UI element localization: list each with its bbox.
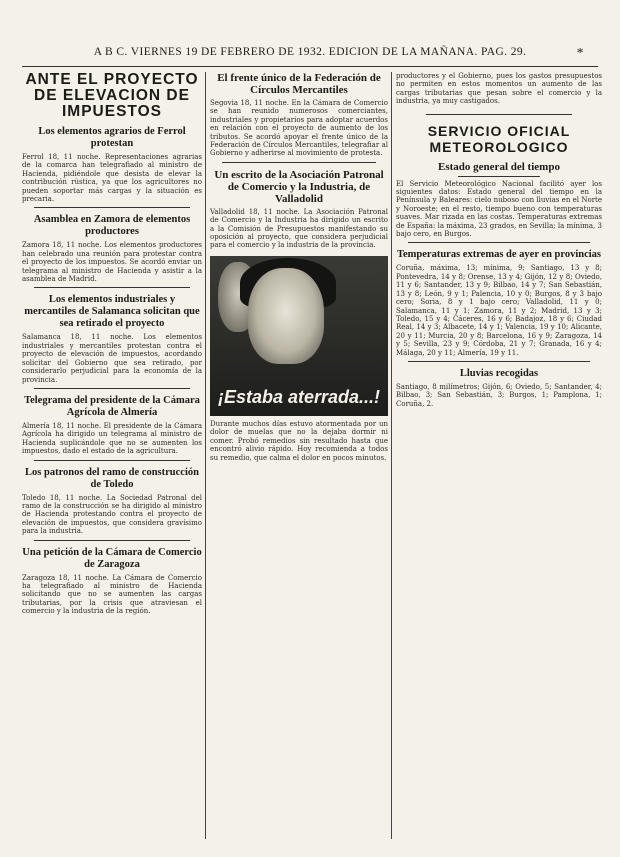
- section-headline: SERVICIO OFICIAL METEOROLOGICO: [427, 122, 571, 155]
- page-header: [22, 46, 598, 67]
- divider: [426, 114, 572, 115]
- article-body: Segovia 18, 11 noche. En la Cámara de Comercio se han reunido numerosos comerciantes, industriales y propietarios para adoptar acuerdos en relación con el proyecto de aumento de los tributos. Se acordó apoyar el frente único de la Federación de Círculos Mercantiles, telegrafiar al Gobierno y adherirse al movimiento de protesta.: [210, 99, 388, 158]
- article-body: Almería 18, 11 noche. El presidente de la Cámara Agrícola ha dirigido un telegrama al ministro de Hacienda suplicándole que no se aumenten los impuestos, dado el estado de la agricultura.: [22, 421, 202, 456]
- rain-title: Lluvias recogidas: [459, 367, 539, 379]
- article-title: Telegrama del presidente de la Cámara Agrícola de Almería: [24, 394, 200, 418]
- divider: [222, 162, 376, 163]
- ad-figure-face: [248, 268, 324, 364]
- article-body: Salamanca 18, 11 noche. Los elementos industriales y mercantiles protestan contra el proyecto de elevación de impuestos, acordando solicitar del Gobierno que sea retirado, por considerarlo perjudicial para la economía de la provincia.: [22, 333, 202, 384]
- main-headline: ANTE EL PROYECTO DE ELEVACION DE IMPUESTOS: [25, 72, 199, 120]
- header-line: A B C. VIERNES 19 DE FEBRERO DE 1932. EDICION DE LA MAÑANA. PAG. 29.: [93, 46, 527, 58]
- divider: [34, 540, 190, 541]
- divider: [34, 287, 190, 288]
- article-title: Una petición de la Cámara de Comercio de Zaragoza: [22, 546, 202, 570]
- temps-title: Temperaturas extremas de ayer en provincias: [396, 249, 602, 261]
- article-title: Los elementos agrarios de Ferrol protestan: [38, 126, 186, 149]
- column-impuestos: [22, 72, 202, 839]
- weather-title: Estado general del tiempo: [396, 161, 602, 177]
- article-body: Zaragoza 18, 11 noche. La Cámara de Comercio ha telegrafiado al ministro de Hacienda solicitando que no se aumenten las cargas tributarias, por la crisis que atraviesan el comercio y la industria de la región.: [22, 573, 202, 616]
- column-rule: [205, 72, 206, 839]
- column-rule: [391, 72, 392, 839]
- article-title: Los patronos del ramo de construcción de Toledo: [25, 466, 199, 490]
- divider: [34, 460, 190, 461]
- ad-slogan: ¡Estaba aterrada...!: [217, 386, 381, 407]
- column-federacion: [210, 72, 388, 839]
- article-title: Un escrito de la Asociación Patronal de Comercio y la Industria, de Valladolid: [214, 168, 384, 205]
- article-body: Zamora 18, 11 noche. Los elementos productores han celebrado una reunión para protestar contra el proyecto de los impuestos. Se acordó enviar un telegrama al ministro de Hacienda y asistir a la asamblea de Madrid.: [22, 241, 202, 284]
- article-body: Ferrol 18, 11 noche. Representaciones agrarias de la comarca han telegrafiado al ministro de Hacienda, pidiéndole que desista de elevar la contribución rústica, ya que los agricultores no pueden soportar más cargas y la situación es precaria.: [22, 153, 202, 204]
- article-title: Asamblea en Zamora de elementos productores: [33, 214, 191, 238]
- article-body: Toledo 18, 11 noche. La Sociedad Patronal del ramo de la construcción se ha dirigido al ministro de Hacienda protestando contra el proyecto de elevación de impuestos, que considera gravísimo para la industria.: [22, 493, 202, 536]
- rain-body: Santiago, 8 milímetros; Gijón, 6; Oviedo, 5; Santander, 4; Bilbao, 3; San Sebastián, 3; Burgos, 1; Pamplona, 1; Coruña, 2.: [396, 382, 602, 408]
- article-title: Los elementos industriales y mercantiles de Salamanca solicitan que sea retirado el proyecto: [24, 294, 200, 330]
- temps-body: Coruña, máxima, 13; mínima, 9; Santiago, 13 y 8; Pontevedra, 14 y 8; Orense, 13 y 4; Gijón, 12 y 8; Oviedo, 11 y 6; Santander, 13 y 9; Bilbao, 14 y 7; San Sebastián, 13 y 8; León, 9 y 1; Palencia, 10 y 0; Burgos, 8 y 3 bajo cero; Soria, 8 y 1 bajo cero; Valladolid, 11 y 0; Salamanca, 11 y 1; Zamora, 11 y 2; Madrid, 13 y 3; Toledo, 15 y 4; Cáceres, 16 y 6; Badajoz, 18 y 6; Ciudad Real, 14 y 3; Albacete, 14 y 1; Valencia, 19 y 10; Alicante, 20 y 11; Murcia, 20 y 8; Barcelona, 16 y 9; Zaragoza, 14 y 5; Sevilla, 23 y 9; Córdoba, 21 y 7; Granada, 16 y 4; Málaga, 20 y 11; Almería, 19 y 11.: [396, 264, 602, 357]
- article-body: productores y el Gobierno, pues los gastos presupuestos no permiten en estos momentos un aumento de las cargas tributarias que pesan sobre el comercio y la industria, ya muy castigados.: [396, 72, 602, 106]
- divider: [408, 242, 590, 243]
- weather-body: El Servicio Meteorológico Nacional facilitó ayer los siguientes datos: Estado general del tiempo en la Península y Baleares: cielo nuboso con lluvias en el Norte y Noroeste; en el resto, tiempo bueno con temperaturas suaves. Mar rizada en las costas. Temperaturas extremas de España: la máxima, 23 grados, en Sevilla; la mínima, 3 bajo cero, en Burgos.: [396, 179, 602, 239]
- column-meteorologico: [396, 72, 602, 839]
- divider: [408, 361, 590, 362]
- article-title: El frente único de la Federación de Círculos Mercantiles: [217, 72, 381, 96]
- divider: [34, 207, 190, 208]
- divider: [34, 388, 190, 389]
- advertisement-image: [210, 256, 388, 416]
- header-mark: *: [576, 46, 584, 61]
- article-body: Valladolid 18, 11 noche. La Asociación Patronal de Comercio y la Industria ha dirigido un escrito a la Comisión de Presupuestos manifestando su oposición al proyecto, que considera perjudicial para el comercio y la industria de la provincia.: [210, 207, 388, 250]
- ad-body: Durante muchos días estuvo atormentada por un dolor de muelas que no la dejaba dormir ni comer. Probó remedios sin resultado hasta que encontró alivio rápido. Hoy recomienda a todos su remedio, que calma el dolor en pocos minutos.: [210, 419, 388, 462]
